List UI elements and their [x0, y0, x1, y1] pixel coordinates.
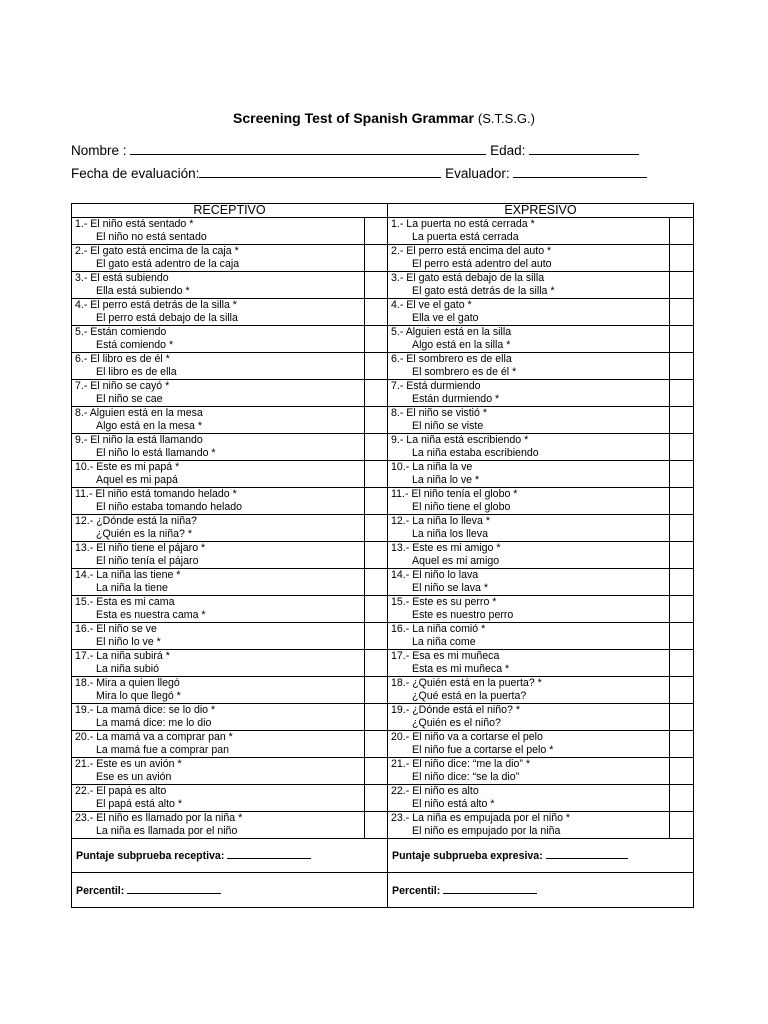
table-row: [72, 488, 694, 515]
expresivo-item: [388, 542, 670, 569]
expresivo-score-cell[interactable]: [670, 461, 694, 488]
item-option-2: El niño es empujado por la niña: [412, 824, 561, 837]
item-option-2: Algo está en la mesa *: [96, 419, 202, 432]
receptivo-header: RECEPTIVO: [72, 204, 388, 218]
table-row: [72, 785, 694, 812]
evaluador-blank[interactable]: [513, 165, 647, 178]
item-option-2: El niño tenía el pájaro: [96, 554, 199, 567]
expresivo-score-cell[interactable]: [670, 812, 694, 839]
receptivo-score-cell[interactable]: [365, 245, 388, 272]
evaluador-label: Evaluador:: [445, 166, 510, 181]
item-option-2: La niña estaba escribiendo: [412, 446, 539, 459]
table-row: [72, 407, 694, 434]
table-row: [72, 758, 694, 785]
item-option-1: 19.- ¿Dónde está el niño? *: [391, 704, 520, 716]
expresivo-item: [388, 245, 670, 272]
expresivo-item: [388, 299, 670, 326]
receptivo-score-cell[interactable]: [365, 731, 388, 758]
item-option-2: La niña lo ve *: [412, 473, 480, 486]
item-option-1: 20.- La mamá va a comprar pan *: [75, 731, 233, 743]
receptivo-item: [72, 515, 365, 542]
item-option-1: 2.- El perro está encima del auto *: [391, 245, 552, 257]
receptivo-item: [72, 245, 365, 272]
item-option-1: 8.- Alguien está en la mesa: [75, 407, 203, 419]
percentil-left-blank[interactable]: [127, 884, 221, 894]
expresivo-item: [388, 731, 670, 758]
receptivo-item: [72, 650, 365, 677]
item-option-1: 6.- El sombrero es de ella: [391, 353, 512, 365]
item-option-2: La niña los lleva: [412, 527, 488, 540]
table-row: [72, 515, 694, 542]
items-body: [72, 218, 694, 839]
item-option-1: 20.- El niño va a cortarse el pelo: [391, 731, 543, 743]
receptivo-score-cell[interactable]: [365, 704, 388, 731]
receptivo-score-cell[interactable]: [365, 461, 388, 488]
receptivo-score-cell[interactable]: [365, 812, 388, 839]
table-row: [72, 380, 694, 407]
score-expresiva[interactable]: [388, 839, 694, 873]
expresivo-score-cell[interactable]: [670, 272, 694, 299]
receptivo-score-cell[interactable]: [365, 380, 388, 407]
receptivo-score-cell[interactable]: [365, 515, 388, 542]
expresivo-item: [388, 596, 670, 623]
item-option-1: 18.- ¿Quién está en la puerta? *: [391, 677, 542, 689]
table-row: [72, 596, 694, 623]
expresivo-item: [388, 326, 670, 353]
item-option-2: Esta es nuestra cama *: [96, 608, 206, 621]
test-table: [71, 203, 694, 908]
item-option-2: El niño se lava *: [412, 581, 488, 594]
item-option-2: La niña la tiene: [96, 581, 168, 594]
item-option-2: ¿Quién es la niña? *: [96, 527, 192, 540]
item-option-1: 21.- El niño dice: “me la dio” *: [391, 758, 530, 770]
item-option-2: El niño lo ve *: [96, 635, 161, 648]
expresivo-item: [388, 380, 670, 407]
receptivo-item: [72, 299, 365, 326]
item-option-1: 10.- Este es mi papá *: [75, 461, 180, 473]
item-option-2: El sombrero es de él *: [412, 365, 517, 378]
item-option-1: 14.- El niño lo lava: [391, 569, 479, 581]
item-option-1: 16.- La niña comió *: [391, 623, 486, 635]
table-row: [72, 731, 694, 758]
item-option-1: 16.- El niño se ve: [75, 623, 157, 635]
item-option-1: 1.- La puerta no está cerrada *: [391, 218, 535, 230]
receptivo-score-cell[interactable]: [365, 542, 388, 569]
receptivo-item: [72, 704, 365, 731]
item-option-2: El perro está debajo de la silla: [96, 311, 238, 324]
receptivo-score-cell[interactable]: [365, 569, 388, 596]
percentil-right-blank[interactable]: [443, 884, 537, 894]
item-option-2: El niño se viste: [412, 419, 484, 432]
receptivo-item: [72, 326, 365, 353]
item-option-1: 3.- El gato está debajo de la silla: [391, 272, 545, 284]
item-option-1: 22.- El papá es alto: [75, 785, 167, 797]
item-option-1: 7.- Está durmiendo: [391, 380, 481, 392]
table-row: [72, 677, 694, 704]
expresivo-score-cell[interactable]: [670, 326, 694, 353]
item-option-1: 3.- El está subiendo: [75, 272, 169, 284]
item-option-2: Ella está subiendo *: [96, 284, 190, 297]
item-option-2: El gato está detrás de la silla *: [412, 284, 555, 297]
receptivo-score-cell[interactable]: [365, 677, 388, 704]
title-text: Screening Test of Spanish Grammar: [233, 110, 474, 126]
item-option-2: El gato está adentro de la caja: [96, 257, 240, 270]
expresivo-score-cell[interactable]: [670, 380, 694, 407]
table-row: [72, 542, 694, 569]
score-receptiva-blank[interactable]: [227, 849, 311, 859]
table-row: [72, 245, 694, 272]
receptivo-item: [72, 596, 365, 623]
expresivo-score-cell[interactable]: [670, 677, 694, 704]
receptivo-score-cell[interactable]: [365, 434, 388, 461]
receptivo-item: [72, 380, 365, 407]
expresivo-score-cell[interactable]: [670, 623, 694, 650]
receptivo-score-cell[interactable]: [365, 353, 388, 380]
expresivo-score-cell[interactable]: [670, 569, 694, 596]
item-option-1: 2.- El gato está encima de la caja *: [75, 245, 239, 257]
expresivo-score-cell[interactable]: [670, 596, 694, 623]
expresivo-score-cell[interactable]: [670, 434, 694, 461]
table-row: [72, 461, 694, 488]
table-row: [72, 218, 694, 245]
receptivo-item: [72, 677, 365, 704]
expresivo-item: [388, 677, 670, 704]
item-option-2: ¿Quién es el niño?: [412, 716, 501, 729]
item-option-1: 23.- La niña es empujada por el niño *: [391, 812, 571, 824]
receptivo-item: [72, 758, 365, 785]
item-option-1: 15.- Esta es mi cama: [75, 596, 175, 608]
item-option-1: 9.- El niño la está llamando: [75, 434, 203, 446]
receptivo-item: [72, 353, 365, 380]
item-option-2: El libro es de ella: [96, 365, 177, 378]
receptivo-score-cell[interactable]: [365, 650, 388, 677]
expresivo-score-cell[interactable]: [670, 353, 694, 380]
receptivo-score-cell[interactable]: [365, 407, 388, 434]
page-title: [0, 110, 768, 126]
table-row: [72, 650, 694, 677]
item-option-1: 12.- ¿Dónde está la niña?: [75, 515, 197, 527]
item-option-2: El niño tiene el globo: [412, 500, 511, 513]
expresivo-score-cell[interactable]: [670, 758, 694, 785]
receptivo-item: [72, 731, 365, 758]
expresivo-item: [388, 461, 670, 488]
expresivo-score-cell[interactable]: [670, 245, 694, 272]
expresivo-score-cell[interactable]: [670, 515, 694, 542]
item-option-1: 11.- El niño está tomando helado *: [75, 488, 237, 500]
item-option-1: 13.- El niño tiene el pájaro *: [75, 542, 206, 554]
receptivo-item: [72, 461, 365, 488]
item-option-1: 11.- El niño tenía el globo *: [391, 488, 518, 500]
expresivo-item: [388, 650, 670, 677]
expresivo-score-cell[interactable]: [670, 407, 694, 434]
expresivo-score-cell[interactable]: [670, 299, 694, 326]
receptivo-score-cell[interactable]: [365, 596, 388, 623]
receptivo-score-cell[interactable]: [365, 785, 388, 812]
item-option-1: 18.- Mira a quien llegó: [75, 677, 180, 689]
item-option-1: 4.- El ve el gato *: [391, 299, 472, 311]
edad-blank[interactable]: [529, 142, 639, 155]
item-option-2: La mamá dice: me lo dio: [96, 716, 212, 729]
receptivo-score-cell[interactable]: [365, 218, 388, 245]
item-option-1: 10.- La niña la ve: [391, 461, 473, 473]
item-option-1: 21.- Este es un avión *: [75, 758, 182, 770]
table-row: [72, 812, 694, 839]
item-option-2: Aquel es mi amigo: [412, 554, 500, 567]
percentil-right-label: Percentil:: [392, 884, 441, 897]
receptivo-item: [72, 434, 365, 461]
item-option-2: El niño se cae: [96, 392, 163, 405]
item-option-2: Aquel es mi papá: [96, 473, 178, 486]
receptivo-item: [72, 407, 365, 434]
item-option-1: 22.- El niño es alto: [391, 785, 479, 797]
fecha-blank[interactable]: [199, 165, 441, 178]
expresivo-item: [388, 515, 670, 542]
expresivo-item: [388, 488, 670, 515]
item-option-1: 5.- Están comiendo: [75, 326, 167, 338]
expresivo-header: EXPRESIVO: [388, 204, 694, 218]
item-option-2: El niño dice: “se la dio”: [412, 770, 520, 783]
receptivo-item: [72, 785, 365, 812]
item-option-2: Este es nuestro perro: [412, 608, 514, 621]
receptivo-score-cell[interactable]: [365, 272, 388, 299]
score-receptiva[interactable]: [72, 839, 388, 873]
percentil-expresiva[interactable]: [388, 873, 694, 908]
expresivo-item: [388, 812, 670, 839]
item-option-2: ¿Qué está en la puerta?: [412, 689, 527, 702]
item-option-2: La niña subió: [96, 662, 160, 675]
item-option-1: 17.- La niña subirá *: [75, 650, 170, 662]
expresivo-score-cell[interactable]: [670, 218, 694, 245]
expresivo-score-cell[interactable]: [670, 650, 694, 677]
item-option-1: 5.- Alguien está en la silla: [391, 326, 512, 338]
nombre-blank[interactable]: [130, 142, 486, 155]
score-expresiva-label: Puntaje subprueba expresiva:: [392, 850, 543, 862]
item-option-1: 15.- Este es su perro *: [391, 596, 497, 608]
fecha-field[interactable]: [71, 165, 647, 181]
expresivo-score-cell[interactable]: [670, 488, 694, 515]
table-row: [72, 569, 694, 596]
item-option-2: Esta es mi muñeca *: [412, 662, 510, 675]
receptivo-score-cell[interactable]: [365, 299, 388, 326]
item-option-2: El niño estaba tomando helado: [96, 500, 243, 513]
title-abbreviation: (S.T.S.G.): [477, 111, 535, 126]
item-option-1: 14.- La niña las tiene *: [75, 569, 181, 581]
receptivo-item: [72, 272, 365, 299]
nombre-label: Nombre :: [71, 143, 127, 158]
item-option-1: 13.- Este es mi amigo *: [391, 542, 501, 554]
percentil-left-label: Percentil:: [76, 884, 125, 897]
receptivo-item: [72, 542, 365, 569]
item-option-1: 19.- La mamá dice: se lo dio *: [75, 704, 216, 716]
receptivo-item: [72, 488, 365, 515]
item-option-2: Ella ve el gato: [412, 311, 479, 324]
item-option-1: 12.- La niña lo lleva *: [391, 515, 490, 527]
expresivo-item: [388, 704, 670, 731]
expresivo-item: [388, 218, 670, 245]
item-option-2: Mira lo que llegó *: [96, 689, 181, 702]
fecha-label: Fecha de evaluación:: [71, 166, 200, 181]
expresivo-score-cell[interactable]: [670, 542, 694, 569]
item-option-2: La puerta está cerrada: [412, 230, 519, 243]
table-row: [72, 326, 694, 353]
expresivo-item: [388, 623, 670, 650]
item-option-2: El niño lo está llamando *: [96, 446, 216, 459]
receptivo-score-cell[interactable]: [365, 623, 388, 650]
nombre-field[interactable]: [71, 142, 639, 158]
item-option-2: El papá está alto *: [96, 797, 182, 810]
item-option-2: El perro está adentro del auto: [412, 257, 552, 270]
table-row: [72, 272, 694, 299]
percentil-receptiva[interactable]: [72, 873, 388, 908]
receptivo-item: [72, 569, 365, 596]
receptivo-item: [72, 218, 365, 245]
item-option-1: 23.- El niño es llamado por la niña *: [75, 812, 243, 824]
item-option-1: 1.- El niño está sentado *: [75, 218, 194, 230]
item-option-2: El niño fue a cortarse el pelo *: [412, 743, 554, 756]
expresivo-item: [388, 434, 670, 461]
item-option-1: 8.- El niño se vistió *: [391, 407, 487, 419]
item-option-1: 17.- Esa es mi muñeca: [391, 650, 500, 662]
item-option-1: 9.- La niña está escribiendo *: [391, 434, 529, 446]
table-row: [72, 353, 694, 380]
receptivo-item: [72, 623, 365, 650]
edad-label: Edad:: [490, 143, 526, 158]
item-option-2: Ese es un avión: [96, 770, 172, 783]
receptivo-score-cell[interactable]: [365, 488, 388, 515]
expresivo-item: [388, 353, 670, 380]
expresivo-item: [388, 758, 670, 785]
item-option-1: 7.- El niño se cayó *: [75, 380, 170, 392]
expresivo-item: [388, 272, 670, 299]
receptivo-score-cell[interactable]: [365, 326, 388, 353]
item-option-1: 6.- El libro es de él *: [75, 353, 170, 365]
table-row: [72, 434, 694, 461]
item-option-2: La mamá fue a comprar pan: [96, 743, 230, 756]
item-option-2: Están durmiendo *: [412, 392, 500, 405]
item-option-2: Está comiendo *: [96, 338, 174, 351]
item-option-2: La niña come: [412, 635, 476, 648]
expresivo-score-cell[interactable]: [670, 704, 694, 731]
expresivo-item: [388, 569, 670, 596]
expresivo-item: [388, 785, 670, 812]
expresivo-item: [388, 407, 670, 434]
item-option-2: Algo está en la silla *: [412, 338, 511, 351]
item-option-2: El niño no está sentado: [96, 230, 207, 243]
score-receptiva-label: Puntaje subprueba receptiva:: [76, 850, 225, 862]
item-option-1: 4.- El perro está detrás de la silla *: [75, 299, 237, 311]
table-row: [72, 299, 694, 326]
receptivo-score-cell[interactable]: [365, 758, 388, 785]
table-row: [72, 623, 694, 650]
expresivo-score-cell[interactable]: [670, 785, 694, 812]
expresivo-score-cell[interactable]: [670, 731, 694, 758]
item-option-2: El niño está alto *: [412, 797, 495, 810]
score-expresiva-blank[interactable]: [546, 849, 628, 859]
table-row: [72, 704, 694, 731]
item-option-2: La niña es llamada por el niño: [96, 824, 238, 837]
receptivo-item: [72, 812, 365, 839]
